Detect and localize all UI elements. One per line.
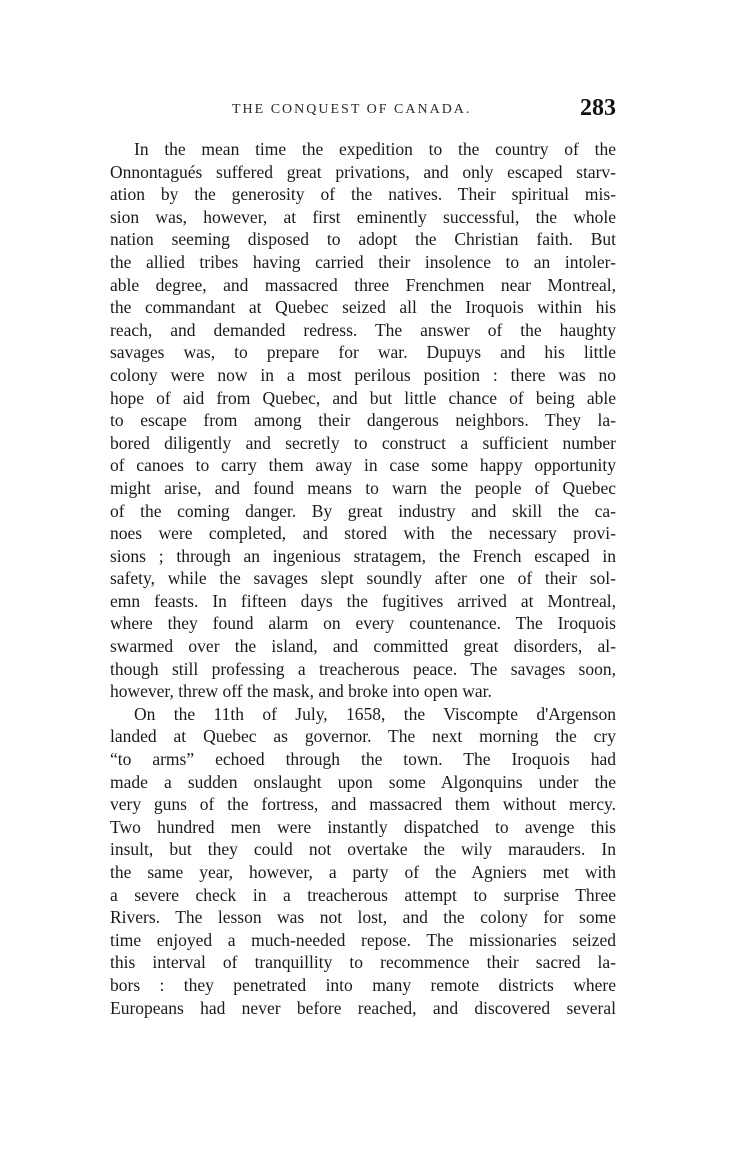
text-line-35: Rivers. The lesson was not lost, and the colony for some — [110, 907, 616, 928]
text-line-39: Europeans had never before reached, and discovered several — [110, 997, 616, 1018]
text-line-26: On the 11th of July, 1658, the Viscompte d'Argenson — [134, 703, 616, 724]
text-line-11: colony were now in a most perilous position : there was no — [110, 364, 616, 385]
text-line-20: safety, while the savages slept soundly after one of their sol- — [110, 568, 616, 589]
text-line-3: ation by the generosity of the natives. Their spiritual mis- — [110, 184, 616, 205]
text-line-5: nation seeming disposed to adopt the Christian faith. But — [110, 229, 616, 250]
text-line-22: where they found alarm on every countenance. The Iroquois — [110, 613, 616, 634]
text-line-27: landed at Quebec as governor. The next morning the cry — [110, 726, 616, 747]
body-text — [110, 138, 616, 1019]
text-line-1: In the mean time the expedition to the country of the — [134, 139, 616, 159]
text-line-21: emn feasts. In fifteen days the fugitives arrived at Montreal, — [110, 590, 616, 611]
running-head — [110, 95, 616, 125]
text-line-2: Onnontagués suffered great privations, and only escaped starv- — [110, 161, 616, 182]
text-line-38: bors : they penetrated into many remote districts where — [110, 974, 616, 995]
text-line-10: savages was, to prepare for war. Dupuys and his little — [110, 342, 616, 363]
text-line-29: made a sudden onslaught upon some Algonquins under the — [110, 771, 616, 792]
text-line-32: insult, but they could not overtake the wily marauders. In — [110, 839, 616, 860]
page-number: 283 — [580, 95, 616, 121]
text-line-28: “to arms” echoed through the town. The Iroquois had — [110, 749, 616, 770]
text-line-36: time enjoyed a much-needed repose. The missionaries seized — [110, 929, 616, 950]
text-line-31: Two hundred men were instantly dispatched to avenge this — [110, 816, 616, 837]
text-line-34: a severe check in a treacherous attempt to surprise Three — [110, 884, 616, 905]
running-title: THE CONQUEST OF CANADA. — [232, 102, 472, 117]
text-line-30: very guns of the fortress, and massacred them without mercy. — [110, 794, 616, 815]
text-line-37: this interval of tranquillity to recommence their sacred la- — [110, 952, 616, 973]
text-line-14: bored diligently and secretly to construct a sufficient number — [110, 432, 616, 453]
text-line-13: to escape from among their dangerous neighbors. They la- — [110, 410, 616, 431]
text-line-12: hope of aid from Quebec, and but little chance of being able — [110, 387, 616, 408]
text-line-8: the commandant at Quebec seized all the Iroquois within his — [110, 297, 616, 318]
text-line-24: though still professing a treacherous peace. The savages soon, — [110, 658, 616, 679]
text-line-18: noes were completed, and stored with the necessary provi- — [110, 523, 616, 544]
text-line-19: sions ; through an ingenious stratagem, the French escaped in — [110, 545, 616, 566]
text-line-6: the allied tribes having carried their insolence to an intoler- — [110, 251, 616, 272]
text-line-17: of the coming danger. By great industry and skill the ca- — [110, 500, 616, 521]
text-line-16: might arise, and found means to warn the people of Quebec — [110, 477, 616, 498]
text-line-9: reach, and demanded redress. The answer of the haughty — [110, 319, 616, 340]
text-line-33: the same year, however, a party of the Agniers met with — [110, 862, 616, 882]
text-line-15: of canoes to carry them away in case some happy opportunity — [110, 455, 616, 476]
text-line-25: however, threw off the mask, and broke into open war. — [110, 681, 492, 702]
text-line-4: sion was, however, at first eminently successful, the whole — [110, 206, 616, 227]
text-line-23: swarmed over the island, and committed great disorders, al- — [110, 636, 616, 657]
text-line-7: able degree, and massacred three Frenchmen near Montreal, — [110, 274, 616, 295]
